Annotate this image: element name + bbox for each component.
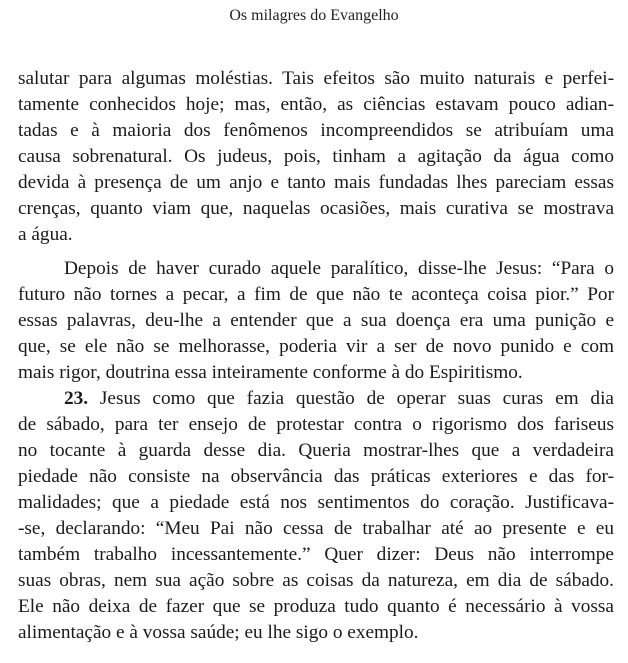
text-line: suas obras, nem sua ação sobre as coisas da natureza, em dia de sábado.: [18, 570, 614, 591]
text-line: mais rigor, doutrina essa inteiramente conforme à do Espiritismo.: [18, 362, 523, 383]
text-line: malidades; que a piedade está nos sentimentos do coração. Justificava-: [18, 492, 614, 513]
text-line: causa sobrenatural. Os judeus, pois, tinham a agitação da água como: [18, 146, 614, 167]
text-line: salutar para algumas moléstias. Tais efeitos são muito naturais e perfei-: [18, 68, 614, 89]
text-line: também trabalho incessantemente.” Quer dizer: Deus não interrompe: [18, 544, 614, 565]
text-line: alimentação e à vossa saúde; eu lhe sigo o exemplo.: [18, 622, 419, 643]
text-line: que, se ele não se melhorasse, poderia vir a ser de novo punido e com: [18, 336, 614, 357]
running-head: Os milagres do Evangelho: [229, 7, 399, 24]
text-line: futuro não tornes a pecar, a fim de que não te aconteça coisa pior.” Por: [18, 284, 614, 305]
text-line: -se, declarando: “Meu Pai não cessa de trabalhar até ao presente e eu: [18, 518, 614, 539]
text-line: [64, 386, 614, 411]
text-line: a água.: [18, 224, 73, 245]
text-line: de sábado, para ter ensejo de protestar contra o rigorismo dos fariseus: [18, 414, 614, 435]
text-line: essas palavras, deu-lhe a entender que a sua doença era uma punição e: [18, 310, 614, 331]
text-line: piedade não consiste na observância das práticas exteriores e das for-: [18, 466, 614, 487]
text-line: devida à presença de um anjo e tanto mais fundadas lhes pareciam essas: [18, 172, 614, 193]
text-line: Depois de haver curado aquele paralítico, disse-lhe Jesus: “Para o: [64, 258, 614, 279]
text-line: Ele não deixa de fazer que se produza tudo quanto é necessário à vossa: [18, 596, 614, 617]
text-line: no tocante à guarda desse dia. Queria mostrar-lhes que a verdadeira: [18, 440, 614, 461]
text-line: tadas e à maioria dos fenômenos incompreendidos se atribuíam uma: [18, 120, 614, 141]
text-line: crenças, quanto viam que, naquelas ocasiões, mais curativa se mostrava: [18, 198, 614, 219]
section-number: 23.: [64, 388, 89, 409]
text-span: Jesus como que fazia questão de operar suas curas em dia: [88, 388, 614, 409]
text-line: tamente conhecidos hoje; mas, então, as ciências estavam pouco adian-: [18, 94, 614, 115]
